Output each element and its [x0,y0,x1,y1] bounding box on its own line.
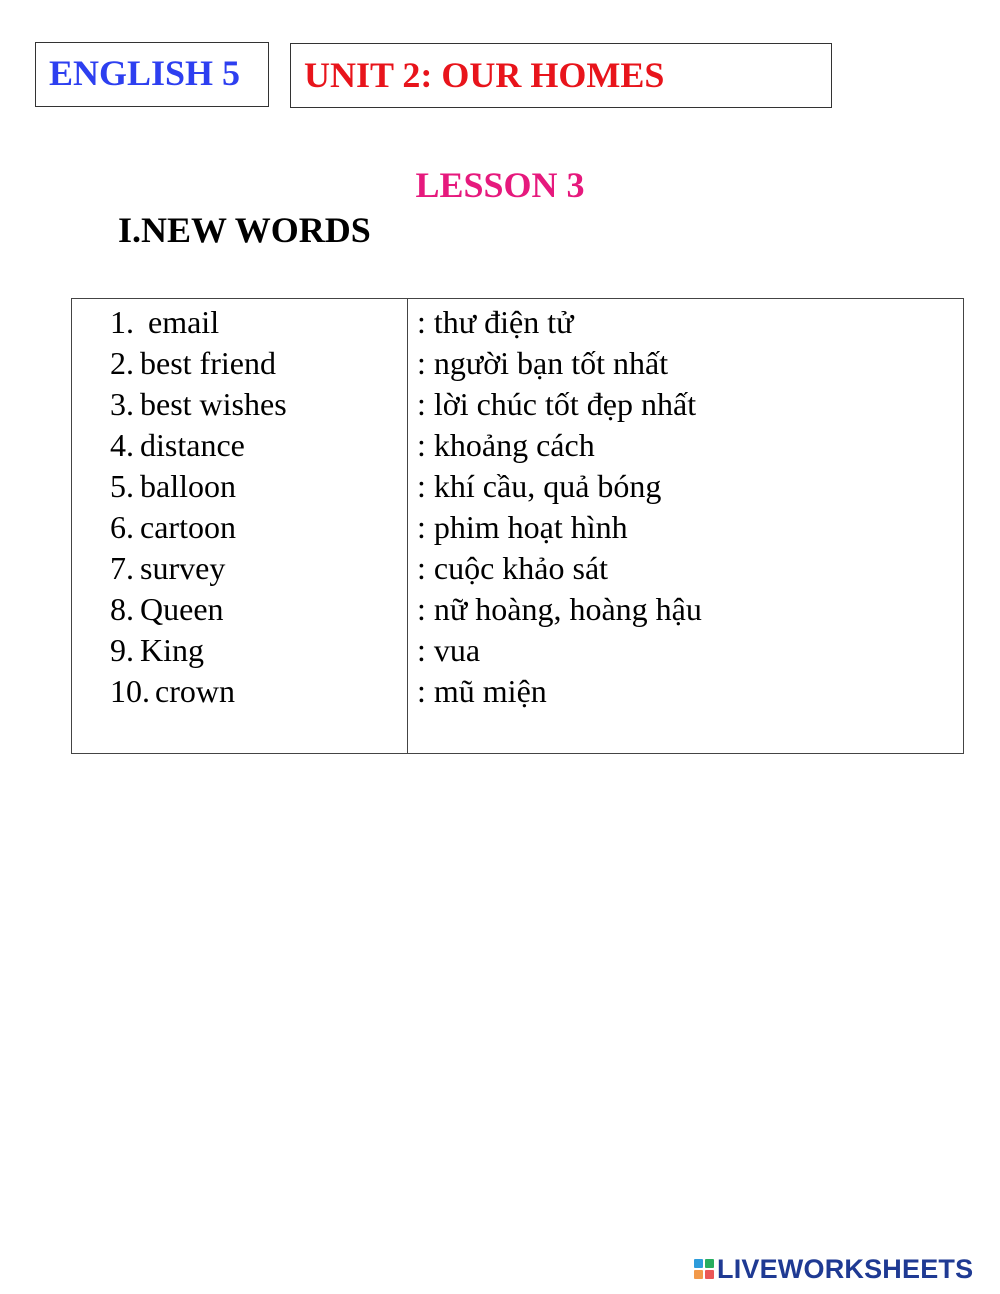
vocab-term: best friend [140,345,276,381]
vocab-term: best wishes [140,386,287,422]
vocab-term: King [140,632,204,668]
vocab-definition: : phim hoạt hình [417,509,628,545]
vocab-number: 4. [110,427,134,463]
vocab-row [72,589,963,630]
vocab-row [72,507,963,548]
vocab-definition: : mũ miện [417,673,547,709]
vocab-term: balloon [140,468,236,504]
vocab-term: cartoon [140,509,236,545]
vocab-row [72,548,963,589]
subject-label: ENGLISH 5 [49,53,241,93]
vocab-number: 9. [110,632,134,668]
vocab-number: 2. [110,345,134,381]
brand-name: LIVEWORKSHEETS [717,1253,974,1284]
vocab-term: Queen [140,591,224,627]
lesson-title: LESSON 3 [415,165,585,205]
vocab-number: 5. [110,468,134,504]
vocab-row [72,671,963,712]
vocab-definition: : nữ hoàng, hoàng hậu [417,591,702,627]
vocab-number: 7. [110,550,134,586]
vocab-number: 10. [110,673,150,709]
vocab-definition: : khí cầu, quả bóng [417,468,662,504]
vocab-row [72,630,963,671]
vocab-definition: : thư điện tử [417,304,574,340]
subject-box [35,42,269,107]
vocab-term: distance [140,427,245,463]
vocab-term: email [148,304,220,340]
vocab-number: 1. [110,304,134,340]
liveworksheets-logo-icon [694,1259,714,1279]
vocab-row [72,384,963,425]
vocab-definition: : người bạn tốt nhất [417,345,669,381]
unit-title: UNIT 2: OUR HOMES [304,55,665,95]
unit-title-box [290,43,832,108]
vocab-row [72,425,963,466]
vocab-number: 3. [110,386,134,422]
vocab-definition: : lời chúc tốt đẹp nhất [417,386,697,422]
vocab-term: survey [140,550,226,586]
vocab-definition: : khoảng cách [417,427,595,463]
vocab-number: 6. [110,509,134,545]
vocab-row [72,302,963,343]
vocab-definition: : cuộc khảo sát [417,550,609,586]
vocab-term: crown [155,673,235,709]
vocab-number: 8. [110,591,134,627]
vocabulary-table [71,298,964,754]
vocab-row [72,466,963,507]
vocab-row [72,343,963,384]
liveworksheets-brand [694,1253,974,1284]
section-title: I.NEW WORDS [118,210,371,250]
vocab-definition: : vua [417,632,481,668]
